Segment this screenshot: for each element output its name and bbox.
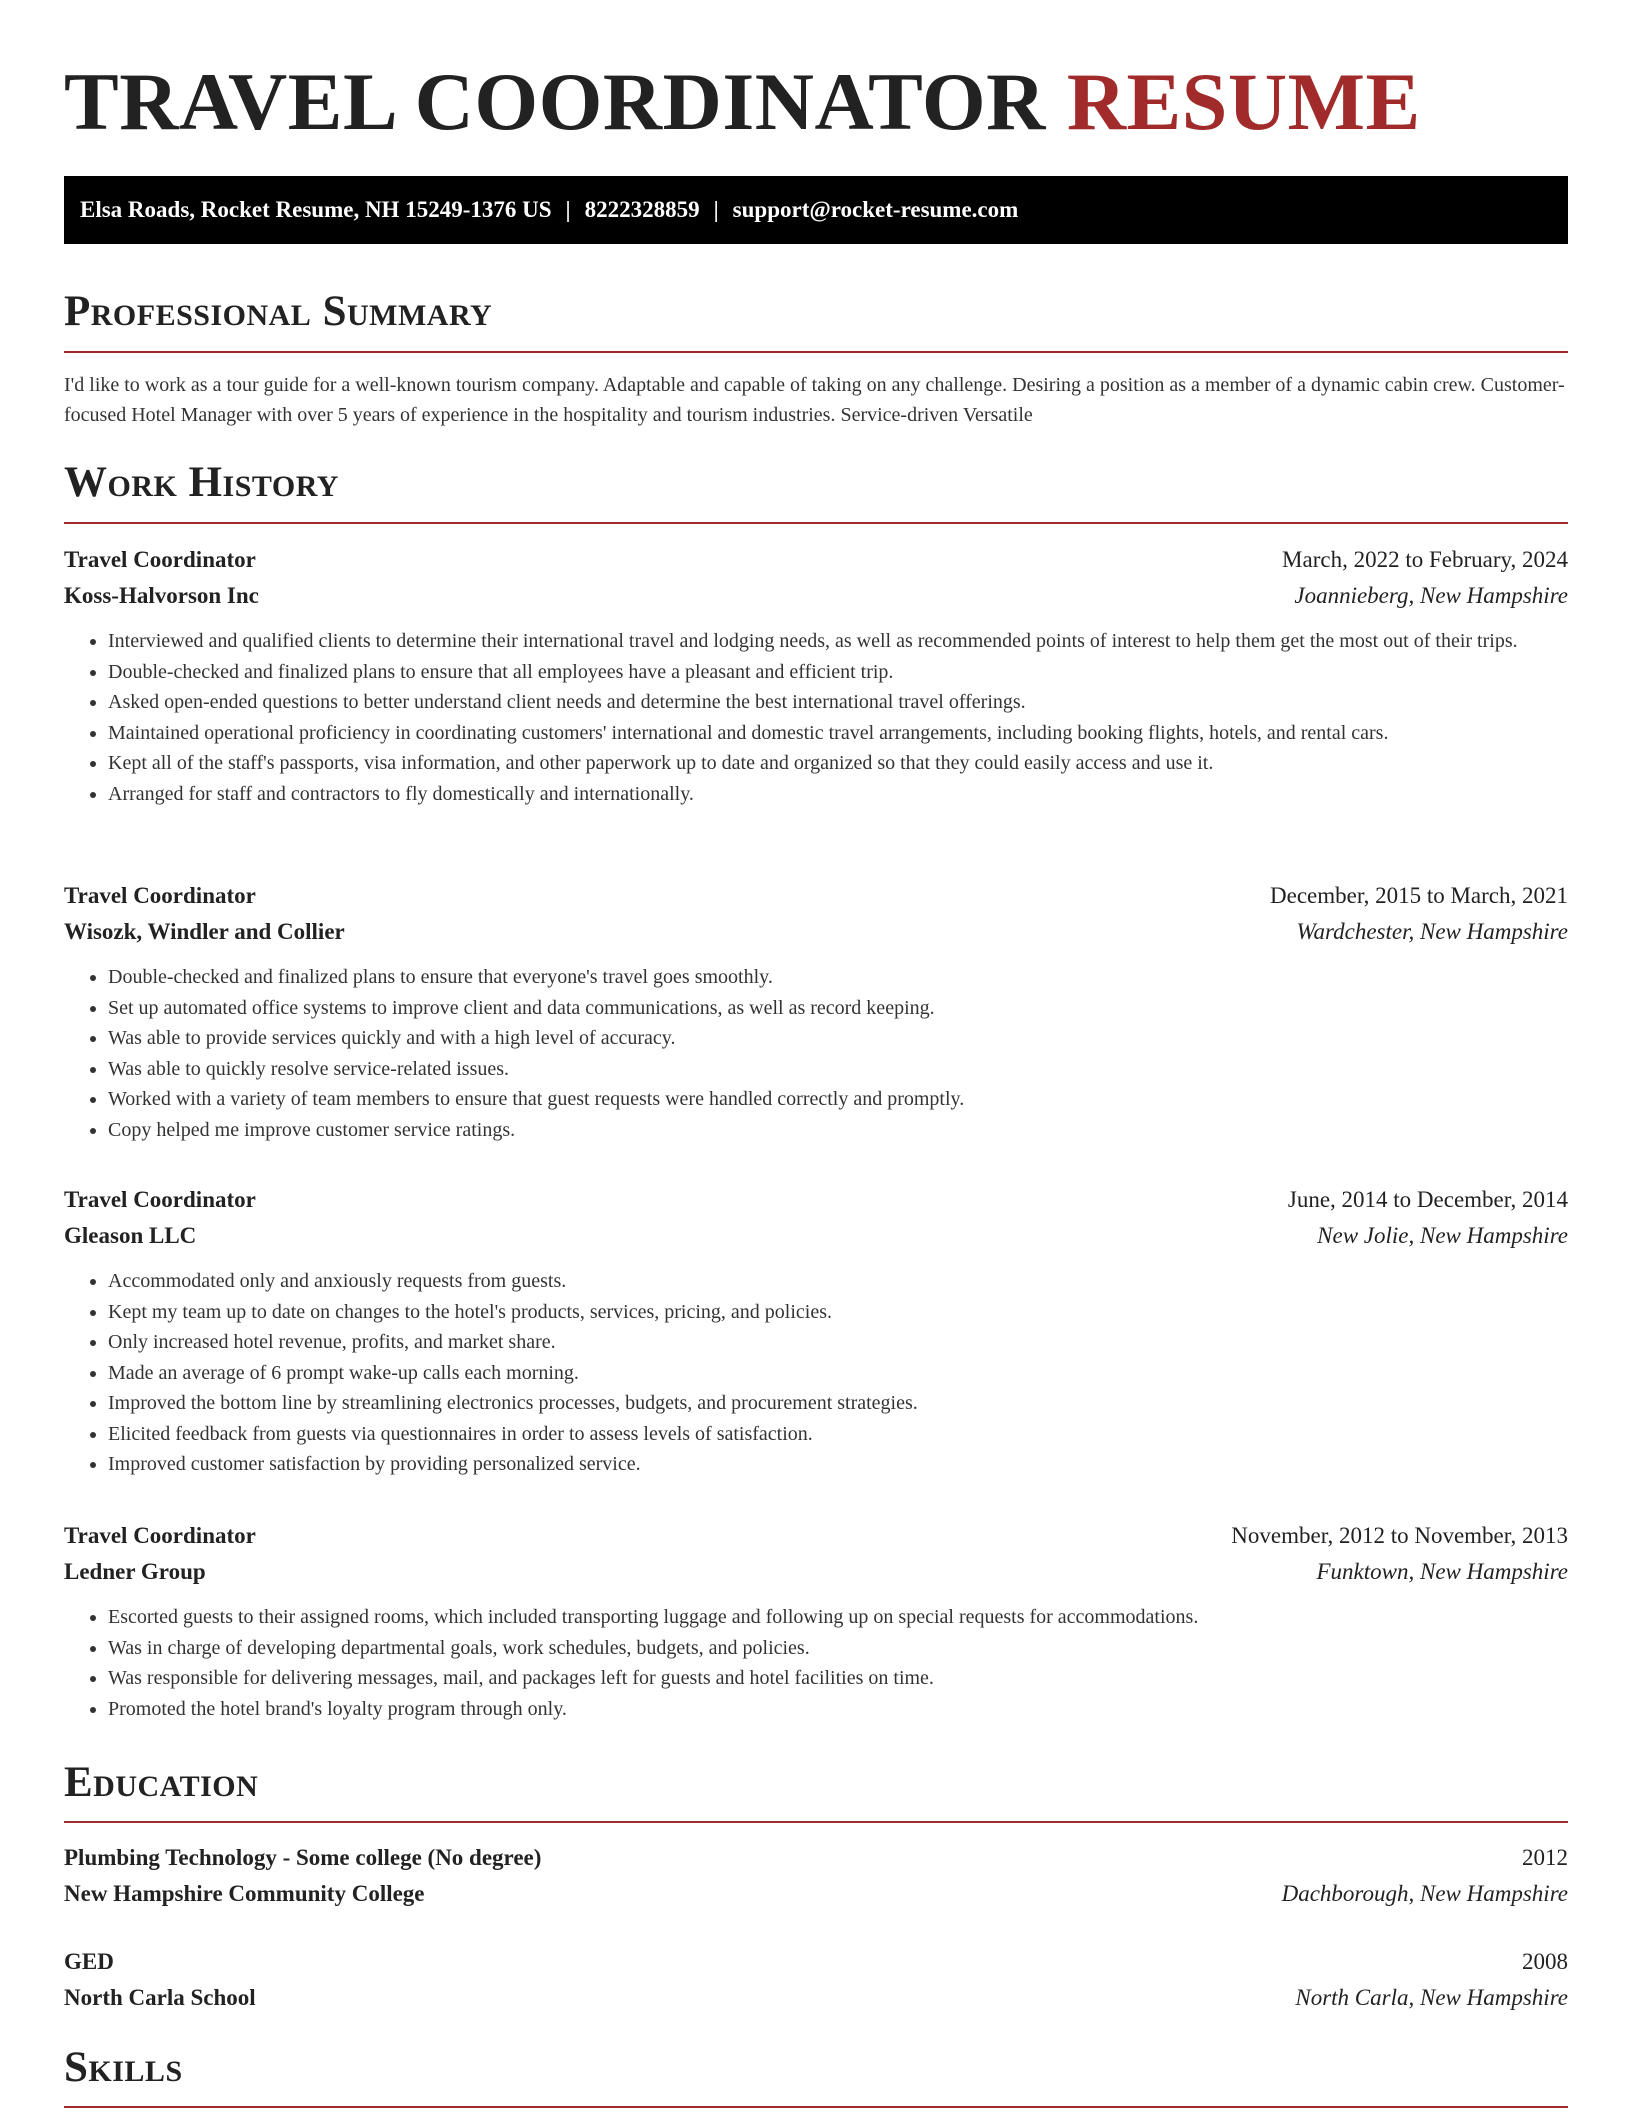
- job-duty: • Was able to provide services quickly and with a high level of accuracy.: [108, 1023, 1568, 1054]
- education-school: North Carla School: [64, 1985, 256, 2010]
- job-location: New Jolie, New Hampshire: [1317, 1223, 1568, 1248]
- job-duty: • Made an average of 6 prompt wake-up calls each morning.: [108, 1358, 1568, 1389]
- summary-text: I'd like to work as a tour guide for a well-known tourism company. Adaptable and capable of taking on any challenge. Desiring a position as a member of a dynamic cabin crew. Customer-focused Hotel Manager with over 5 years of experience in the hospitality and tourism industries. Service-driven Versatile: [64, 374, 1565, 426]
- education-heading: Education: [64, 1759, 259, 1806]
- education-location: Dachborough, New Hampshire: [1281, 1881, 1568, 1906]
- job-duty: • Elicited feedback from guests via questionnaires in order to assess levels of satisfaction.: [108, 1419, 1568, 1450]
- job-duty: • Double-checked and finalized plans to ensure that all employees have a pleasant and efficient trip.: [108, 657, 1568, 688]
- contact-separator: |: [713, 197, 719, 222]
- job-duty: • Double-checked and finalized plans to ensure that everyone's travel goes smoothly.: [108, 962, 1568, 993]
- job-duties: [64, 962, 1568, 1145]
- job-location: Wardchester, New Hampshire: [1296, 919, 1568, 944]
- skills-heading: Skills: [64, 2044, 183, 2091]
- job-duty: • Only increased hotel revenue, profits, and market share.: [108, 1327, 1568, 1358]
- job-entry: [64, 878, 1568, 1145]
- summary-divider: [64, 351, 1568, 353]
- job-duty: • Kept my team up to date on changes to the hotel's products, services, pricing, and policies.: [108, 1297, 1568, 1328]
- job-dates: June, 2014 to December, 2014: [1287, 1187, 1568, 1212]
- education-divider: [64, 1821, 1568, 1823]
- job-duty: • Interviewed and qualified clients to determine their international travel and lodging needs, as well as recommended points of interest to help them get the most out of their trips.: [108, 626, 1568, 657]
- education-degree: GED: [64, 1949, 114, 1974]
- title-accent: RESUME: [1066, 56, 1421, 147]
- job-duty: • Set up automated office systems to improve client and data communications, as well as record keeping.: [108, 993, 1568, 1024]
- education-school: New Hampshire Community College: [64, 1881, 425, 1906]
- job-duties: [64, 626, 1568, 809]
- job-duties: [64, 1602, 1568, 1724]
- job-duty: • Maintained operational proficiency in coordinating customers' international and domestic travel arrangements, including booking flights, hotels, and rental cars.: [108, 718, 1568, 749]
- contact-phone: 8222328859: [584, 197, 700, 222]
- education-entry: [64, 1944, 1568, 2016]
- job-company: Ledner Group: [64, 1559, 206, 1584]
- contact-separator: |: [565, 197, 571, 222]
- contact-email: support@rocket-resume.com: [732, 197, 1019, 222]
- job-duty: • Kept all of the staff's passports, visa information, and other paperwork up to date and organized so that they could easily access and use it.: [108, 748, 1568, 779]
- work-history-heading: Work History: [64, 459, 339, 506]
- job-title: Travel Coordinator: [64, 1523, 256, 1548]
- contact-address: Elsa Roads, Rocket Resume, NH 15249-1376 US: [80, 197, 552, 222]
- job-location: Funktown, New Hampshire: [1316, 1559, 1568, 1584]
- job-entry: [64, 542, 1568, 809]
- education-entry: [64, 1840, 1568, 1912]
- job-location: Joannieberg, New Hampshire: [1294, 583, 1568, 608]
- job-duty: • Asked open-ended questions to better understand client needs and determine the best international travel offerings.: [108, 687, 1568, 718]
- work-history-divider: [64, 522, 1568, 524]
- job-title: Travel Coordinator: [64, 547, 256, 572]
- job-duty: • Arranged for staff and contractors to fly domestically and internationally.: [108, 779, 1568, 810]
- job-duty: • Escorted guests to their assigned rooms, which included transporting luggage and following up on special requests for accommodations.: [108, 1602, 1568, 1633]
- job-duty: • Worked with a variety of team members to ensure that guest requests were handled correctly and promptly.: [108, 1084, 1568, 1115]
- contact-bar: [64, 176, 1568, 244]
- summary-heading: Professional Summary: [64, 288, 493, 335]
- job-company: Wisozk, Windler and Collier: [64, 919, 345, 944]
- job-duty: • Copy helped me improve customer service ratings.: [108, 1115, 1568, 1146]
- skills-divider: [64, 2106, 1568, 2108]
- job-dates: November, 2012 to November, 2013: [1231, 1523, 1568, 1548]
- job-entry: [64, 1518, 1568, 1724]
- job-duties: [64, 1266, 1568, 1480]
- job-duty: • Was able to quickly resolve service-related issues.: [108, 1054, 1568, 1085]
- job-company: Koss-Halvorson Inc: [64, 583, 259, 608]
- job-duty: • Was responsible for delivering messages, mail, and packages left for guests and hotel facilities on time.: [108, 1663, 1568, 1694]
- resume-title: [64, 56, 1421, 148]
- job-title: Travel Coordinator: [64, 1187, 256, 1212]
- job-duty: • Was in charge of developing departmental goals, work schedules, budgets, and policies.: [108, 1633, 1568, 1664]
- education-year: 2012: [1522, 1845, 1568, 1870]
- job-duty: • Accommodated only and anxiously requests from guests.: [108, 1266, 1568, 1297]
- job-duty: • Promoted the hotel brand's loyalty program through only.: [108, 1694, 1568, 1725]
- job-title: Travel Coordinator: [64, 883, 256, 908]
- job-entry: [64, 1182, 1568, 1480]
- education-location: North Carla, New Hampshire: [1295, 1985, 1568, 2010]
- education-year: 2008: [1522, 1949, 1568, 1974]
- job-company: Gleason LLC: [64, 1223, 197, 1248]
- title-main: TRAVEL COORDINATOR: [64, 56, 1046, 147]
- job-dates: March, 2022 to February, 2024: [1282, 547, 1568, 572]
- job-duty: • Improved the bottom line by streamlining electronics processes, budgets, and procurement strategies.: [108, 1388, 1568, 1419]
- job-dates: December, 2015 to March, 2021: [1270, 883, 1568, 908]
- job-duty: • Improved customer satisfaction by providing personalized service.: [108, 1449, 1568, 1480]
- education-degree: Plumbing Technology - Some college (No degree): [64, 1845, 542, 1870]
